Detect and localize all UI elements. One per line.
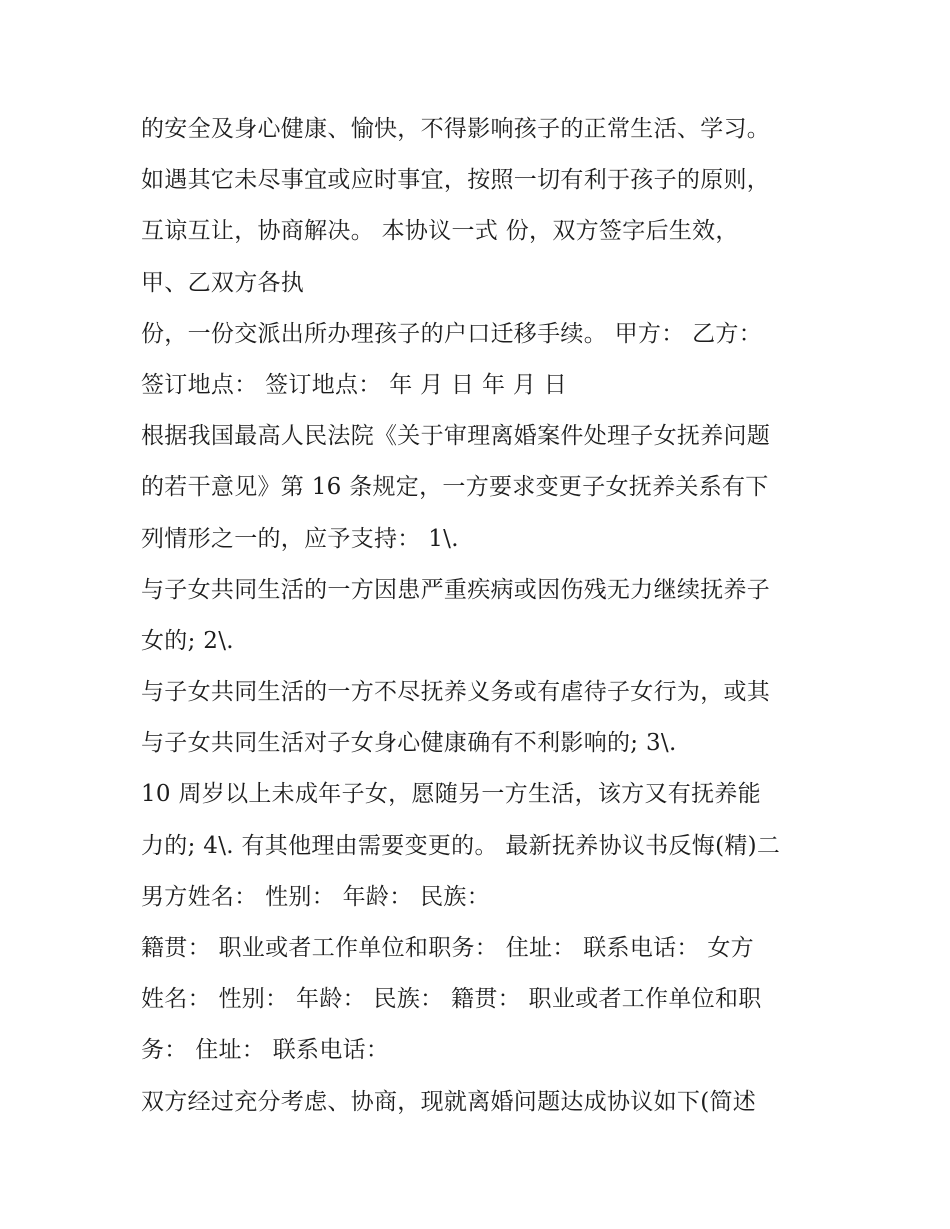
text-line: 的若干意见》第 16 条规定，一方要求变更子女抚养关系有下 (141, 474, 769, 501)
text-line: 女的; 2\. (141, 627, 234, 654)
text-line: 列情形之一的，应予支持： 1\. (141, 525, 459, 552)
text-line: 男方姓名： 性别： 年龄： 民族： (141, 883, 491, 910)
text-line: 与子女共同生活的一方因患严重疾病或因伤残无力继续抚养子 (141, 576, 771, 603)
text-line: 与子女共同生活的一方不尽抚养义务或有虐待子女行为，或其 (141, 679, 771, 706)
text-line: 务： 住址： 联系电话： (141, 1037, 390, 1064)
text-line: 签订地点： 签订地点： 年 月 日 年 月 日 (141, 371, 568, 398)
text-line: 姓名： 性别： 年龄： 民族： 籍贯： 职业或者工作单位和职 (141, 986, 762, 1013)
text-line: 根据我国最高人民法院《关于审理离婚案件处理子女抚养问题 (141, 423, 771, 450)
text-line: 如遇其它未尽事宜或应时事宜，按照一切有利于孩子的原则， (141, 167, 771, 194)
text-line: 互谅互让，协商解决。 本协议一式 份，双方签字后生效， (141, 218, 739, 245)
text-line: 籍贯： 职业或者工作单位和职务： 住址： 联系电话： 女方 (141, 935, 754, 961)
text-line: 与子女共同生活对子女身心健康确有不利影响的; 3\. (141, 730, 677, 757)
document-body (141, 104, 821, 1128)
text-line: 双方经过充分考虑、协商，现就离婚问题达成协议如下(简述 (141, 1088, 757, 1115)
text-line: 份，一份交派出所办理孩子的户口迁移手续。 甲方： 乙方： (141, 320, 763, 347)
text-line: 10 周岁以上未成年子女，愿随另一方生活，该方又有抚养能 (141, 781, 761, 808)
text-line: 的安全及身心健康、愉快，不得影响孩子的正常生活、学习。 (141, 116, 771, 142)
text-line: 力的; 4\. 有其他理由需要变更的。 最新抚养协议书反悔(精)二 (141, 832, 781, 859)
text-line: 甲、乙双方各执 (141, 269, 305, 296)
